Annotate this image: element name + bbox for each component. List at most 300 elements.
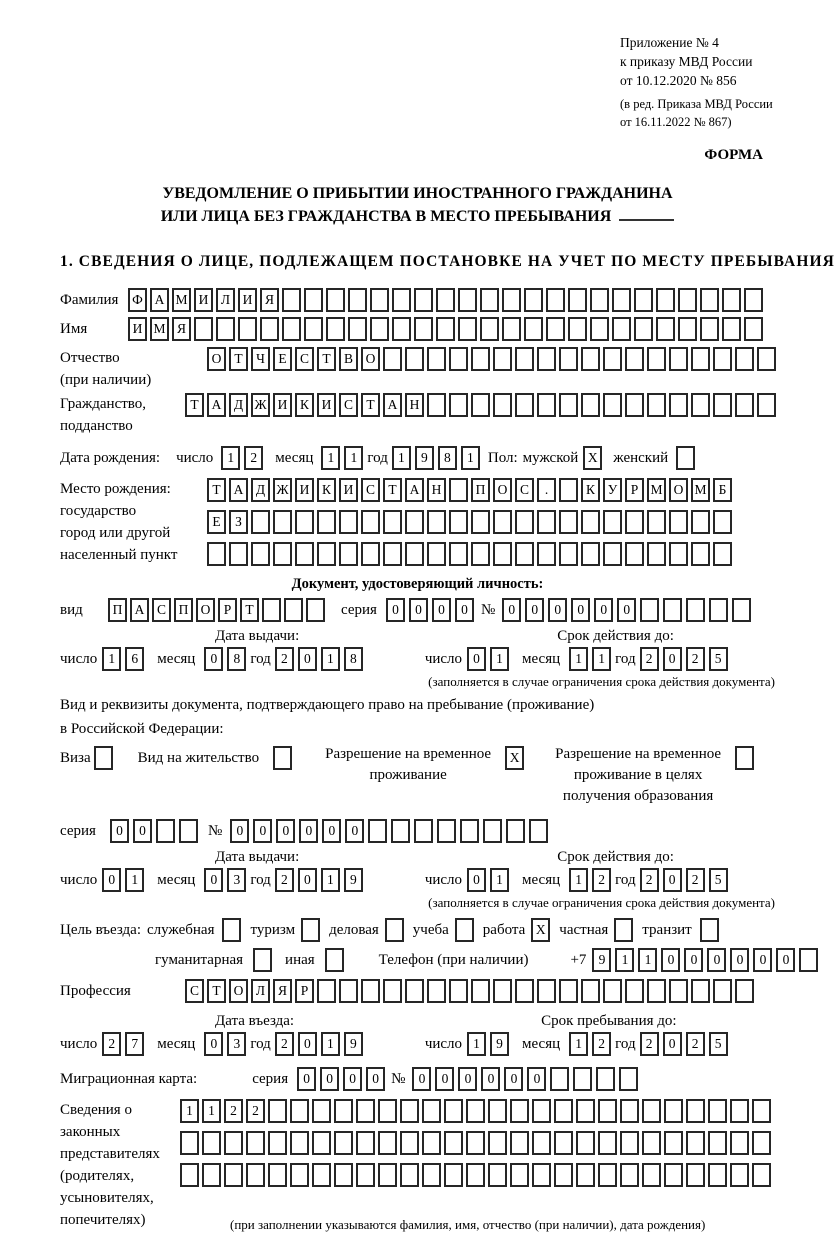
char-cell[interactable] <box>458 317 477 341</box>
char-cell[interactable] <box>642 1131 661 1155</box>
char-cell[interactable]: 0 <box>298 647 317 671</box>
char-cell[interactable]: 0 <box>110 819 129 843</box>
purpose-official-checkbox[interactable] <box>222 918 244 942</box>
char-cell[interactable]: О <box>196 598 215 622</box>
char-cell[interactable]: 0 <box>504 1067 523 1091</box>
char-cell[interactable] <box>348 288 367 312</box>
char-cell[interactable] <box>317 542 336 566</box>
char-cell[interactable] <box>546 317 565 341</box>
char-cell[interactable] <box>260 317 279 341</box>
char-cell[interactable] <box>620 1099 639 1123</box>
char-cell[interactable]: Б <box>713 478 732 502</box>
char-cell[interactable]: Н <box>405 393 424 417</box>
char-cell[interactable]: 1 <box>490 647 509 671</box>
char-cell[interactable] <box>691 979 710 1003</box>
char-cell[interactable]: 9 <box>344 1032 363 1056</box>
char-cell[interactable] <box>524 317 543 341</box>
char-cell[interactable]: Д <box>251 478 270 502</box>
char-cell[interactable] <box>596 1067 615 1091</box>
char-cell[interactable] <box>612 317 631 341</box>
char-cell[interactable] <box>427 347 446 371</box>
char-cell[interactable] <box>488 1131 507 1155</box>
char-cell[interactable] <box>383 979 402 1003</box>
char-cell[interactable] <box>744 317 763 341</box>
char-cell[interactable] <box>691 542 710 566</box>
char-cell[interactable] <box>273 542 292 566</box>
char-cell[interactable] <box>581 347 600 371</box>
char-cell[interactable] <box>708 1163 727 1187</box>
char-cell[interactable] <box>312 1131 331 1155</box>
char-cell[interactable]: Т <box>185 393 204 417</box>
char-cell[interactable] <box>663 598 682 622</box>
char-cell[interactable]: О <box>207 347 226 371</box>
char-cell[interactable] <box>559 510 578 534</box>
char-cell[interactable] <box>383 347 402 371</box>
char-cell[interactable] <box>383 510 402 534</box>
char-cell[interactable] <box>251 542 270 566</box>
char-cell[interactable]: С <box>152 598 171 622</box>
char-cell[interactable]: X <box>583 446 602 470</box>
char-cell[interactable]: Л <box>251 979 270 1003</box>
char-cell[interactable]: О <box>229 979 248 1003</box>
char-cell[interactable]: 0 <box>663 647 682 671</box>
char-cell[interactable]: 1 <box>321 446 340 470</box>
char-cell[interactable]: 0 <box>320 1067 339 1091</box>
char-cell[interactable] <box>752 1131 771 1155</box>
char-cell[interactable] <box>444 1099 463 1123</box>
char-cell[interactable]: 0 <box>102 868 121 892</box>
char-cell[interactable] <box>392 317 411 341</box>
char-cell[interactable] <box>603 542 622 566</box>
char-cell[interactable]: А <box>207 393 226 417</box>
char-cell[interactable] <box>603 393 622 417</box>
char-cell[interactable]: 8 <box>438 446 457 470</box>
char-cell[interactable]: Т <box>207 979 226 1003</box>
char-cell[interactable] <box>427 542 446 566</box>
char-cell[interactable]: 1 <box>569 868 588 892</box>
char-cell[interactable]: 1 <box>321 1032 340 1056</box>
char-cell[interactable]: О <box>493 478 512 502</box>
char-cell[interactable] <box>581 542 600 566</box>
char-cell[interactable] <box>493 347 512 371</box>
char-cell[interactable] <box>581 979 600 1003</box>
char-cell[interactable] <box>691 347 710 371</box>
char-cell[interactable]: Ж <box>251 393 270 417</box>
char-cell[interactable]: 1 <box>467 1032 486 1056</box>
char-cell[interactable]: 1 <box>569 1032 588 1056</box>
char-cell[interactable] <box>471 347 490 371</box>
char-cell[interactable] <box>391 819 410 843</box>
char-cell[interactable] <box>537 542 556 566</box>
char-cell[interactable]: 0 <box>298 1032 317 1056</box>
char-cell[interactable] <box>427 979 446 1003</box>
char-cell[interactable] <box>620 1131 639 1155</box>
char-cell[interactable]: 1 <box>102 647 121 671</box>
char-cell[interactable] <box>640 598 659 622</box>
char-cell[interactable] <box>708 1099 727 1123</box>
char-cell[interactable]: 0 <box>455 598 474 622</box>
char-cell[interactable]: 0 <box>204 1032 223 1056</box>
char-cell[interactable] <box>700 918 719 942</box>
char-cell[interactable] <box>156 819 175 843</box>
char-cell[interactable] <box>370 288 389 312</box>
char-cell[interactable] <box>405 542 424 566</box>
char-cell[interactable] <box>295 510 314 534</box>
char-cell[interactable] <box>304 288 323 312</box>
char-cell[interactable]: 2 <box>686 1032 705 1056</box>
char-cell[interactable]: А <box>150 288 169 312</box>
char-cell[interactable]: 0 <box>753 948 772 972</box>
temp-permit-edu-checkbox[interactable] <box>735 746 757 770</box>
female-checkbox[interactable] <box>676 446 698 470</box>
char-cell[interactable] <box>290 1131 309 1155</box>
char-cell[interactable] <box>334 1163 353 1187</box>
char-cell[interactable]: Р <box>625 478 644 502</box>
char-cell[interactable]: 0 <box>481 1067 500 1091</box>
char-cell[interactable] <box>590 317 609 341</box>
char-cell[interactable] <box>559 542 578 566</box>
char-cell[interactable] <box>348 317 367 341</box>
char-cell[interactable]: 1 <box>321 647 340 671</box>
char-cell[interactable]: Р <box>295 979 314 1003</box>
char-cell[interactable] <box>326 317 345 341</box>
char-cell[interactable] <box>614 918 633 942</box>
char-cell[interactable] <box>449 478 468 502</box>
char-cell[interactable] <box>94 746 113 770</box>
char-cell[interactable] <box>306 598 325 622</box>
char-cell[interactable] <box>262 598 281 622</box>
char-cell[interactable] <box>559 347 578 371</box>
char-cell[interactable] <box>455 918 474 942</box>
char-cell[interactable]: К <box>295 393 314 417</box>
char-cell[interactable] <box>326 288 345 312</box>
char-cell[interactable] <box>625 979 644 1003</box>
char-cell[interactable]: В <box>339 347 358 371</box>
char-cell[interactable] <box>634 288 653 312</box>
char-cell[interactable] <box>312 1163 331 1187</box>
char-cell[interactable] <box>385 918 404 942</box>
char-cell[interactable]: 0 <box>299 819 318 843</box>
char-cell[interactable] <box>493 510 512 534</box>
residence-permit-checkbox[interactable] <box>273 746 295 770</box>
char-cell[interactable] <box>458 288 477 312</box>
char-cell[interactable] <box>483 819 502 843</box>
char-cell[interactable] <box>537 979 556 1003</box>
char-cell[interactable] <box>471 393 490 417</box>
char-cell[interactable]: 0 <box>297 1067 316 1091</box>
char-cell[interactable] <box>603 979 622 1003</box>
char-cell[interactable]: 2 <box>640 868 659 892</box>
char-cell[interactable] <box>284 598 303 622</box>
char-cell[interactable] <box>515 542 534 566</box>
char-cell[interactable]: С <box>361 478 380 502</box>
char-cell[interactable] <box>502 317 521 341</box>
char-cell[interactable] <box>735 746 754 770</box>
char-cell[interactable]: 0 <box>204 868 223 892</box>
char-cell[interactable]: 2 <box>592 868 611 892</box>
char-cell[interactable] <box>325 948 344 972</box>
char-cell[interactable] <box>422 1131 441 1155</box>
char-cell[interactable] <box>730 1163 749 1187</box>
char-cell[interactable]: 2 <box>640 647 659 671</box>
char-cell[interactable]: X <box>505 746 524 770</box>
char-cell[interactable] <box>612 288 631 312</box>
char-cell[interactable] <box>678 317 697 341</box>
char-cell[interactable] <box>524 288 543 312</box>
char-cell[interactable]: 0 <box>467 868 486 892</box>
char-cell[interactable]: 1 <box>180 1099 199 1123</box>
temp-permit-checkbox[interactable] <box>505 746 527 770</box>
purpose-private-checkbox[interactable] <box>614 918 636 942</box>
char-cell[interactable] <box>532 1099 551 1123</box>
char-cell[interactable]: 2 <box>244 446 263 470</box>
char-cell[interactable]: 8 <box>344 647 363 671</box>
char-cell[interactable]: О <box>669 478 688 502</box>
char-cell[interactable] <box>625 393 644 417</box>
char-cell[interactable]: 0 <box>366 1067 385 1091</box>
char-cell[interactable]: 1 <box>490 868 509 892</box>
char-cell[interactable]: И <box>238 288 257 312</box>
char-cell[interactable] <box>598 1131 617 1155</box>
char-cell[interactable] <box>669 979 688 1003</box>
char-cell[interactable] <box>224 1131 243 1155</box>
char-cell[interactable] <box>356 1131 375 1155</box>
char-cell[interactable] <box>414 819 433 843</box>
char-cell[interactable] <box>669 542 688 566</box>
char-cell[interactable]: Т <box>317 347 336 371</box>
char-cell[interactable]: 9 <box>415 446 434 470</box>
char-cell[interactable]: 7 <box>125 1032 144 1056</box>
char-cell[interactable] <box>581 510 600 534</box>
char-cell[interactable]: 1 <box>125 868 144 892</box>
char-cell[interactable]: 1 <box>392 446 411 470</box>
char-cell[interactable] <box>339 542 358 566</box>
char-cell[interactable]: У <box>603 478 622 502</box>
char-cell[interactable] <box>378 1163 397 1187</box>
char-cell[interactable] <box>537 393 556 417</box>
char-cell[interactable] <box>515 347 534 371</box>
char-cell[interactable]: 9 <box>490 1032 509 1056</box>
char-cell[interactable] <box>581 393 600 417</box>
char-cell[interactable] <box>647 347 666 371</box>
char-cell[interactable] <box>422 1163 441 1187</box>
char-cell[interactable] <box>312 1099 331 1123</box>
char-cell[interactable] <box>625 542 644 566</box>
char-cell[interactable]: 6 <box>125 647 144 671</box>
char-cell[interactable] <box>510 1131 529 1155</box>
char-cell[interactable]: С <box>295 347 314 371</box>
char-cell[interactable]: П <box>174 598 193 622</box>
purpose-tourism-checkbox[interactable] <box>301 918 323 942</box>
char-cell[interactable] <box>730 1099 749 1123</box>
char-cell[interactable]: 0 <box>412 1067 431 1091</box>
char-cell[interactable] <box>620 1163 639 1187</box>
char-cell[interactable] <box>554 1131 573 1155</box>
char-cell[interactable] <box>378 1099 397 1123</box>
char-cell[interactable] <box>253 948 272 972</box>
char-cell[interactable]: А <box>383 393 402 417</box>
char-cell[interactable] <box>405 510 424 534</box>
char-cell[interactable] <box>576 1131 595 1155</box>
char-cell[interactable] <box>568 288 587 312</box>
char-cell[interactable] <box>700 288 719 312</box>
char-cell[interactable] <box>757 347 776 371</box>
char-cell[interactable]: 2 <box>640 1032 659 1056</box>
char-cell[interactable]: 9 <box>344 868 363 892</box>
char-cell[interactable] <box>493 393 512 417</box>
char-cell[interactable] <box>510 1099 529 1123</box>
char-cell[interactable]: И <box>194 288 213 312</box>
char-cell[interactable] <box>290 1099 309 1123</box>
char-cell[interactable]: 0 <box>298 868 317 892</box>
char-cell[interactable] <box>400 1131 419 1155</box>
char-cell[interactable]: 0 <box>661 948 680 972</box>
char-cell[interactable] <box>180 1131 199 1155</box>
char-cell[interactable] <box>669 393 688 417</box>
char-cell[interactable] <box>304 317 323 341</box>
char-cell[interactable] <box>559 979 578 1003</box>
char-cell[interactable] <box>444 1131 463 1155</box>
char-cell[interactable]: 2 <box>224 1099 243 1123</box>
char-cell[interactable]: А <box>405 478 424 502</box>
char-cell[interactable] <box>669 347 688 371</box>
char-cell[interactable]: 0 <box>525 598 544 622</box>
char-cell[interactable]: 0 <box>409 598 428 622</box>
char-cell[interactable] <box>290 1163 309 1187</box>
char-cell[interactable]: 3 <box>227 868 246 892</box>
char-cell[interactable] <box>573 1067 592 1091</box>
char-cell[interactable] <box>471 510 490 534</box>
char-cell[interactable]: 0 <box>230 819 249 843</box>
char-cell[interactable] <box>216 317 235 341</box>
char-cell[interactable] <box>576 1099 595 1123</box>
char-cell[interactable]: 0 <box>253 819 272 843</box>
char-cell[interactable] <box>222 918 241 942</box>
char-cell[interactable]: 1 <box>569 647 588 671</box>
char-cell[interactable] <box>735 347 754 371</box>
char-cell[interactable] <box>466 1099 485 1123</box>
char-cell[interactable]: 0 <box>276 819 295 843</box>
purpose-business-checkbox[interactable] <box>385 918 407 942</box>
char-cell[interactable]: 0 <box>730 948 749 972</box>
char-cell[interactable] <box>471 979 490 1003</box>
char-cell[interactable]: 1 <box>461 446 480 470</box>
char-cell[interactable] <box>713 510 732 534</box>
char-cell[interactable] <box>559 478 578 502</box>
char-cell[interactable] <box>664 1099 683 1123</box>
char-cell[interactable]: 0 <box>594 598 613 622</box>
char-cell[interactable] <box>437 819 456 843</box>
char-cell[interactable] <box>554 1099 573 1123</box>
char-cell[interactable] <box>515 393 534 417</box>
char-cell[interactable] <box>546 288 565 312</box>
char-cell[interactable] <box>664 1131 683 1155</box>
char-cell[interactable]: С <box>339 393 358 417</box>
char-cell[interactable]: П <box>108 598 127 622</box>
char-cell[interactable] <box>202 1131 221 1155</box>
char-cell[interactable] <box>537 510 556 534</box>
char-cell[interactable]: 0 <box>776 948 795 972</box>
char-cell[interactable] <box>550 1067 569 1091</box>
char-cell[interactable]: 0 <box>467 647 486 671</box>
char-cell[interactable] <box>642 1163 661 1187</box>
char-cell[interactable] <box>466 1131 485 1155</box>
char-cell[interactable] <box>735 979 754 1003</box>
char-cell[interactable] <box>691 510 710 534</box>
char-cell[interactable] <box>422 1099 441 1123</box>
char-cell[interactable]: 0 <box>707 948 726 972</box>
char-cell[interactable]: X <box>531 918 550 942</box>
char-cell[interactable] <box>634 317 653 341</box>
char-cell[interactable]: Т <box>229 347 248 371</box>
char-cell[interactable] <box>488 1163 507 1187</box>
char-cell[interactable] <box>752 1099 771 1123</box>
char-cell[interactable]: 0 <box>204 647 223 671</box>
char-cell[interactable]: 0 <box>527 1067 546 1091</box>
char-cell[interactable] <box>460 819 479 843</box>
char-cell[interactable]: З <box>229 510 248 534</box>
char-cell[interactable]: 2 <box>592 1032 611 1056</box>
char-cell[interactable] <box>686 1163 705 1187</box>
char-cell[interactable]: 5 <box>709 868 728 892</box>
char-cell[interactable]: Т <box>240 598 259 622</box>
char-cell[interactable] <box>282 288 301 312</box>
char-cell[interactable] <box>713 347 732 371</box>
char-cell[interactable] <box>732 598 751 622</box>
char-cell[interactable] <box>502 288 521 312</box>
char-cell[interactable] <box>568 317 587 341</box>
char-cell[interactable]: 1 <box>321 868 340 892</box>
char-cell[interactable] <box>339 510 358 534</box>
char-cell[interactable] <box>691 393 710 417</box>
char-cell[interactable] <box>207 542 226 566</box>
char-cell[interactable]: Ф <box>128 288 147 312</box>
char-cell[interactable]: Е <box>207 510 226 534</box>
char-cell[interactable] <box>722 317 741 341</box>
char-cell[interactable] <box>229 542 248 566</box>
char-cell[interactable] <box>708 1131 727 1155</box>
char-cell[interactable]: М <box>647 478 666 502</box>
char-cell[interactable]: 1 <box>221 446 240 470</box>
char-cell[interactable] <box>179 819 198 843</box>
char-cell[interactable]: 2 <box>686 868 705 892</box>
char-cell[interactable] <box>647 542 666 566</box>
char-cell[interactable] <box>202 1163 221 1187</box>
char-cell[interactable] <box>480 317 499 341</box>
char-cell[interactable] <box>603 510 622 534</box>
char-cell[interactable] <box>713 542 732 566</box>
char-cell[interactable] <box>427 510 446 534</box>
char-cell[interactable]: П <box>471 478 490 502</box>
char-cell[interactable] <box>392 288 411 312</box>
char-cell[interactable] <box>686 598 705 622</box>
char-cell[interactable] <box>405 979 424 1003</box>
char-cell[interactable] <box>664 1163 683 1187</box>
char-cell[interactable]: 1 <box>344 446 363 470</box>
char-cell[interactable] <box>642 1099 661 1123</box>
char-cell[interactable] <box>251 510 270 534</box>
char-cell[interactable] <box>370 317 389 341</box>
char-cell[interactable] <box>799 948 818 972</box>
char-cell[interactable]: Т <box>361 393 380 417</box>
char-cell[interactable] <box>339 979 358 1003</box>
char-cell[interactable]: 0 <box>435 1067 454 1091</box>
char-cell[interactable]: А <box>229 478 248 502</box>
char-cell[interactable]: И <box>273 393 292 417</box>
char-cell[interactable] <box>282 317 301 341</box>
char-cell[interactable] <box>752 1163 771 1187</box>
char-cell[interactable]: 0 <box>322 819 341 843</box>
